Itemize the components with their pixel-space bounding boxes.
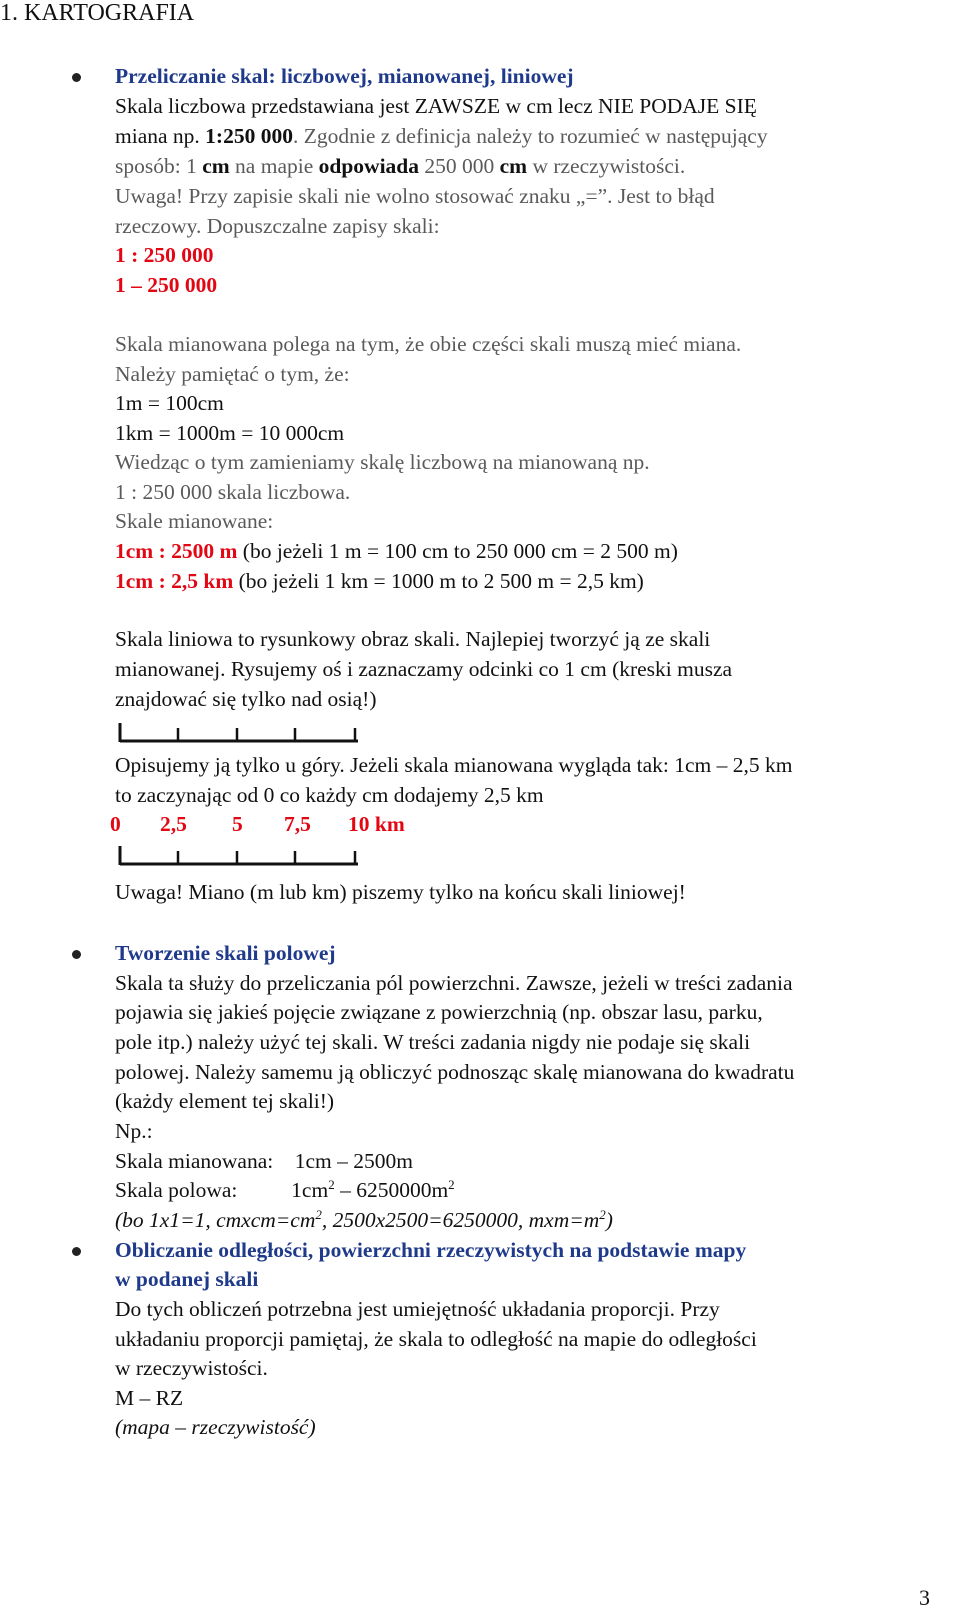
scale-label-5: 5 — [232, 812, 243, 836]
text-line: Skala liczbowa przedstawiana jest ZAWSZE w cm lecz NIE PODAJE SIĘ — [115, 94, 757, 118]
page-title: 1. KARTOGRAFIA — [0, 0, 195, 26]
superscript: 2 — [328, 1177, 335, 1192]
text-span: , 2500x2500=6250000, mxm=m — [321, 1208, 600, 1232]
text-line: Opisujemy ją tylko u góry. Jeżeli skala mianowana wygląda tak: 1cm – 2,5 km — [115, 753, 793, 777]
text-line: Do tych obliczeń potrzebna jest umiejętność układania proporcji. Przy — [115, 1297, 720, 1321]
scale-label-0: 0 — [110, 812, 121, 836]
text-line: Skala liniowa to rysunkowy obraz skali. Najlepiej tworzyć ją ze skali — [115, 627, 711, 651]
text-span: na mapie — [229, 154, 319, 178]
text-line — [115, 1205, 613, 1235]
superscript: 2 — [448, 1177, 455, 1192]
text-line: Uwaga! Przy zapisie skali nie wolno stosować znaku „=”. Jest to błąd — [115, 184, 715, 208]
text-line: Skala ta służy do przeliczania pól powierzchni. Zawsze, jeżeli w treści zadania — [115, 971, 793, 995]
scale-label-10-km: 10 km — [348, 812, 405, 836]
section-heading-area-scale: Tworzenie skali polowej — [115, 941, 336, 965]
text-line — [115, 536, 678, 566]
text-line — [115, 151, 685, 181]
text-span: (bo 1x1=1, cmxcm=cm — [115, 1208, 316, 1232]
text-line: Skale mianowane: — [115, 509, 274, 533]
scale-example: 1:250 000 — [205, 124, 293, 148]
text-span: ) — [605, 1208, 613, 1232]
text-line: Należy pamiętać o tym, że: — [115, 362, 350, 386]
section-heading-scales: Przeliczanie skal: liczbowej, mianowanej, liniowej — [115, 64, 574, 88]
text-line: (mapa – rzeczywistość) — [115, 1415, 316, 1439]
text-span: . Zgodnie z definicja należy to rozumieć w następujący — [292, 124, 768, 148]
text-span: cm — [499, 154, 528, 178]
text-line: Uwaga! Miano (m lub km) piszemy tylko na końcu skali liniowej! — [115, 880, 686, 904]
text-span: odpowiada — [318, 154, 419, 178]
text-line: w rzeczywistości. — [115, 1356, 268, 1380]
superscript: 2 — [315, 1207, 322, 1222]
text-line: to zaczynając od 0 co każdy cm dodajemy 2,5 km — [115, 783, 544, 807]
text-line: mianowanej. Rysujemy oś i zaznaczamy odcinki co 1 cm (kreski musza — [115, 657, 733, 681]
text-line: Skala mianowana: 1cm – 2500m — [115, 1149, 413, 1173]
text-span: (bo jeżeli 1 km = 1000 m to 2 500 m = 2,5 km) — [233, 569, 644, 593]
text-line: M – RZ — [115, 1386, 184, 1410]
bullet-icon — [72, 73, 81, 82]
text-span: w rzeczywistości. — [527, 154, 686, 178]
section-heading-real-distance: Obliczanie odległości, powierzchni rzeczywistych na podstawie mapy — [115, 1238, 747, 1262]
text-line: 1m = 100cm — [115, 391, 224, 415]
text-line: Skala mianowana polega na tym, że obie części skali muszą mieć miana. — [115, 332, 742, 356]
scale-notation: 1 – 250 000 — [115, 273, 218, 297]
scale-label-2-5: 2,5 — [160, 812, 187, 836]
text-line: polowej. Należy samemu ją obliczyć podnosząc skalę mianowana do kwadratu — [115, 1060, 795, 1084]
text-line — [115, 566, 644, 596]
text-line: znajdować się tylko nad osią!) — [115, 687, 377, 711]
scale-label-7-5: 7,5 — [284, 812, 311, 836]
bullet-icon — [72, 950, 81, 959]
page-number: 3 — [919, 1585, 930, 1610]
text-line: (każdy element tej skali!) — [115, 1089, 335, 1113]
text-line — [115, 121, 768, 151]
scale-notation: 1 : 250 000 — [115, 243, 214, 267]
superscript: 2 — [599, 1207, 606, 1222]
text-line: układaniu proporcji pamiętaj, że skala to odległość na mapie do odległości — [115, 1327, 757, 1351]
text-span: Skala polowa: 1cm — [115, 1178, 329, 1202]
text-span: (bo jeżeli 1 m = 100 cm to 250 000 cm = 2 500 m) — [237, 539, 678, 563]
linear-scale-drawing — [115, 720, 365, 744]
text-line: 1km = 1000m = 10 000cm — [115, 421, 345, 445]
text-line: pole itp.) należy użyć tej skali. W treści zadania nigdy nie podaje się skali — [115, 1030, 751, 1054]
text-span: sposób: 1 — [115, 154, 203, 178]
section-heading-real-distance: w podanej skali — [115, 1267, 259, 1291]
bullet-icon — [72, 1247, 81, 1256]
text-line: 1 : 250 000 skala liczbowa. — [115, 480, 351, 504]
text-line: pojawia się jakieś pojęcie związane z powierzchnią (np. obszar lasu, parku, — [115, 1000, 763, 1024]
text-span: cm — [202, 154, 230, 178]
text-span: miana np. — [115, 124, 206, 148]
text-line — [115, 1175, 455, 1205]
text-span: 250 000 — [419, 154, 500, 178]
text-span: – 6250000m — [334, 1178, 449, 1202]
scale-notation: 1cm : 2,5 km — [115, 569, 234, 593]
linear-scale-drawing-labeled — [115, 843, 365, 867]
text-line: Wiedząc o tym zamieniamy skalę liczbową na mianowaną np. — [115, 450, 650, 474]
scale-notation: 1cm : 2500 m — [115, 539, 238, 563]
text-line: Np.: — [115, 1119, 153, 1143]
text-line: rzeczowy. Dopuszczalne zapisy skali: — [115, 214, 440, 238]
